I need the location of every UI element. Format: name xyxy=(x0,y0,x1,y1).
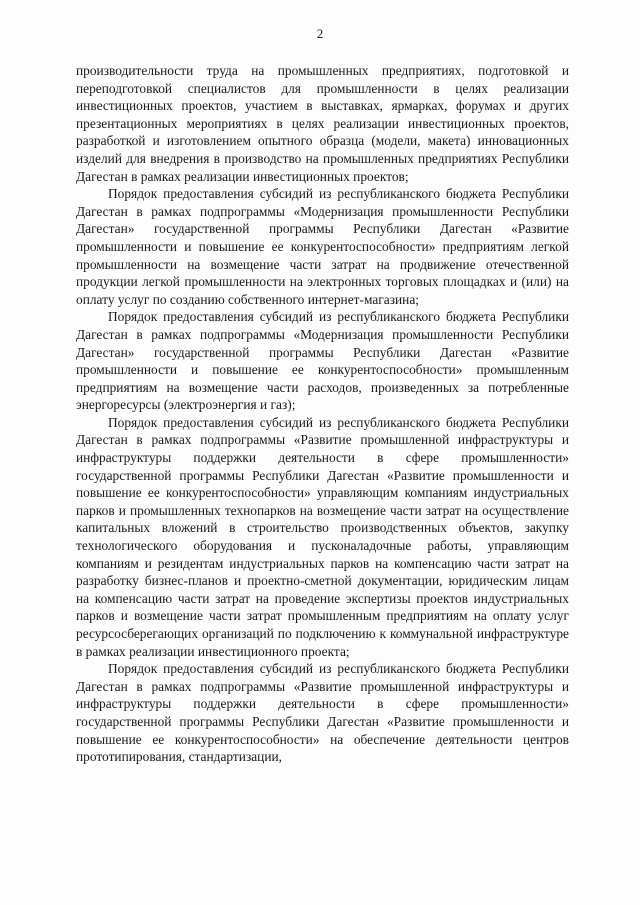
paragraph-2: Порядок предоставления субсидий из республиканского бюджета Республики Дагестан в рамках подпрограммы «Модернизация промышленности Республики Дагестан» государственной программы Республики Дагестан «Развитие промышленности и повышение ее конкурентоспособности» предприятиям легкой промышленности на возмещение части затрат на продвижение отечественной продукции легкой промышленности на электронных торговых площадках и (или) на оплату услуг по созданию собственного интернет-магазина; xyxy=(76,186,569,307)
paragraph-3: Порядок предоставления субсидий из республиканского бюджета Республики Дагестан в рамках подпрограммы «Модернизация промышленности Республики Дагестан» государственной программы Республики Дагестан «Развитие промышленности и повышение ее конкурентоспособности» промышленным предприятиям на возмещение части расходов, произведенных за потребленные энергоресурсы (электроэнергия и газ); xyxy=(76,309,569,413)
paragraph-5: Порядок предоставления субсидий из республиканского бюджета Республики Дагестан в рамках подпрограммы «Развитие промышленной инфраструктуры и инфраструктуры поддержки деятельности в сфере промышленности» государственной программы Республики Дагестан «Развитие промышленности и повышение ее конкурентоспособности» на обеспечение деятельности центров прототипирования, стандартизации, xyxy=(76,661,569,765)
paragraph-4: Порядок предоставления субсидий из республиканского бюджета Республики Дагестан в рамках подпрограммы «Развитие промышленной инфраструктуры и инфраструктуры поддержки деятельности в сфере промышленности» государственной программы Республики Дагестан «Развитие промышленности и повышение ее конкурентоспособности» управляющим компаниям индустриальных парков и промышленных технопарков на возмещение части затрат на осуществление капитальных вложений в строительство производственных объектов, закупку технологического оборудования и пусконаладочные работы, управляющим компаниям и резидентам индустриальных парков на компенсацию части затрат на разработку бизнес-планов и проектно-сметной документации, юридическим лицам на компенсацию части затрат на проведение экспертизы проектов индустриальных парков и возмещение части затрат промышленным предприятиям на оплату услуг ресурсосберегающих организаций по подключению к коммунальной инфраструктуре в рамках реализации инвестиционного проекта; xyxy=(76,414,569,659)
document-body xyxy=(76,62,569,766)
paragraph-1: производительности труда на промышленных предприятиях, подготовкой и переподготовкой специалистов для промышленности в целях реализации инвестиционных проектов, участием в выставках, ярмарках, форумах и других презентационных мероприятиях в целях реализации инвестиционных проектов, разработкой и изготовлением опытного образца (модели, макета) инновационных изделий для внедрения в производство на промышленных предприятиях Республики Дагестан в рамках реализации инвестиционных проектов; xyxy=(76,63,569,184)
page-number: 2 xyxy=(316,26,324,41)
